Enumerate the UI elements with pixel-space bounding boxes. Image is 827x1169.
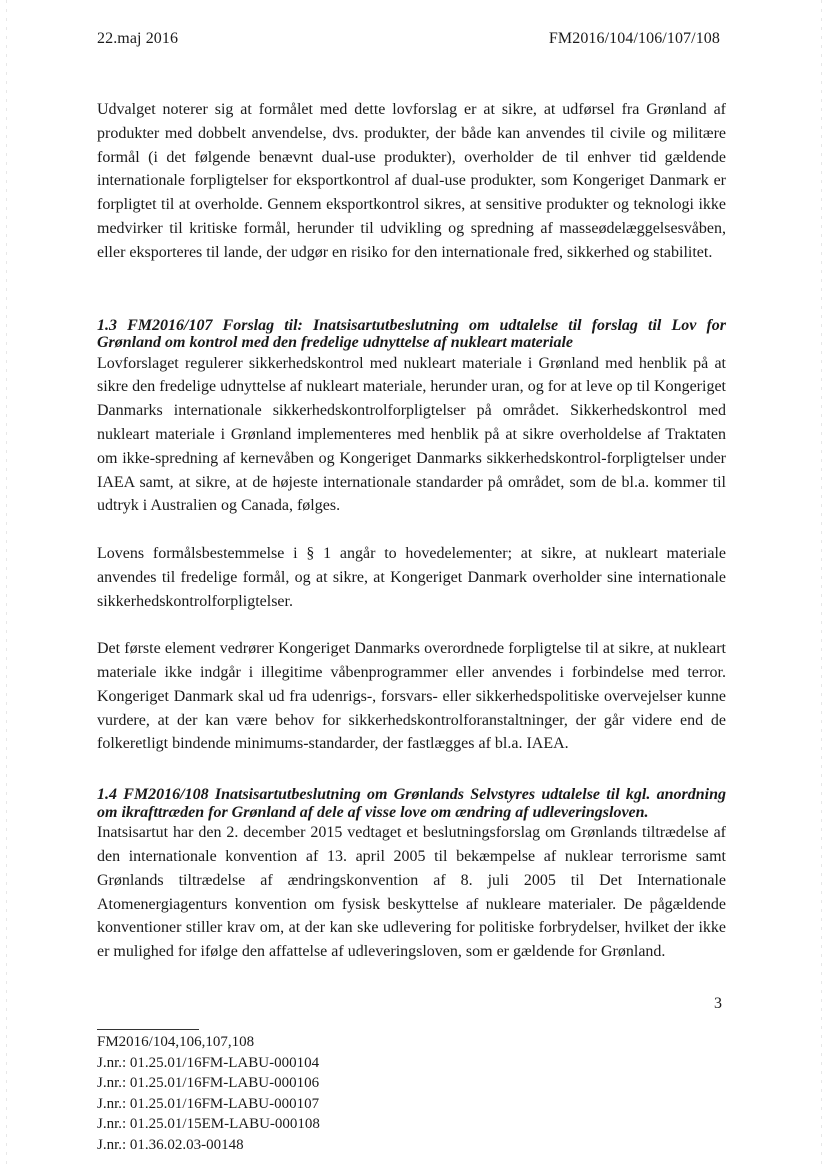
footer-line: J.nr.: 01.25.01/15EM-LABU-000108	[97, 1116, 320, 1133]
section-1-4-heading: 1.4 FM2016/108 Inatsisartutbeslutning om Grønlands Selvstyres udtalelse til kgl. anordning om ikrafttræden for Grønland af dele af visse love om ændring af udleveringsloven.	[97, 786, 726, 821]
spacer	[97, 756, 726, 786]
section-1-3-paragraph-3: Det første element vedrører Kongeriget Danmarks overordnede forpligtelse til at sikre, at nukleart materiale ikke indgår i illegitime våbenprogrammer eller anvendes i forbindelse med terror. Kongeriget Danmark skal ud fra udenrigs-, forsvars- eller sikkerhedspolitiske overvejelser kunne vurdere, at der kan være behov for sikkerhedskontrolforanstaltninger, der går videre end de folkeretligt bindende minimums-standarder, der fastlægges af bl.a. IAEA.	[97, 640, 726, 753]
footer-line: J.nr.: 01.25.01/16FM-LABU-000104	[97, 1054, 320, 1071]
footer-line: J.nr.: 01.25.01/16FM-LABU-000106	[97, 1075, 320, 1092]
spacer	[97, 265, 726, 317]
section-1-3-paragraph-2: Lovens formålsbestemmelse i § 1 angår to hovedelementer; at sikre, at nukleart materiale anvendes til fredelige formål, og at sikre, at Kongeriget Danmark overholder sine internationale sikkerhedskontrolforpligtelser.	[97, 544, 726, 610]
scan-edge-right	[821, 0, 822, 1169]
header-date: 22.maj 2016	[97, 30, 179, 47]
footer-references	[97, 1032, 320, 1156]
page-number: 3	[714, 995, 722, 1012]
document-body	[97, 98, 726, 964]
header-reference: FM2016/104/106/107/108	[548, 30, 720, 47]
intro-paragraph: Udvalget noterer sig at formålet med dette lovforslag er at sikre, at udførsel fra Grønland af produkter med dobbelt anvendelse, dvs. produkter, der både kan anvendes til civile og militære formål (i det følgende benævnt dual-use produkter), overholder de til enhver tid gældende internationale forpligtelser for eksportkontrol af dual-use produkter, som Kongeriget Danmark er forpligtet til at overholde. Gennem eksportkontrol sikres, at sensitive produkter og teknologi ikke medvirker til kritiske formål, herunder til udvikling og spredning af masseødelæggelsesvåben, eller eksporteres til lande, der udgør en risiko for den internationale fred, sikkerhed og stabilitet.	[97, 101, 726, 261]
footer-rule	[97, 1029, 199, 1030]
footer-line: J.nr.: 01.36.02.03-00148	[97, 1136, 244, 1153]
section-1-3-heading: 1.3 FM2016/107 Forslag til: Inatsisartutbeslutning om udtalelse til forslag til Lov for Grønland om kontrol med den fredelige udnyttelse af nukleart materiale	[97, 316, 726, 352]
spacer	[97, 613, 726, 637]
footer-line: FM2016/104,106,107,108	[97, 1034, 255, 1050]
spacer	[97, 518, 726, 542]
section-1-4-paragraph: Inatsisartut har den 2. december 2015 vedtaget et beslutningsforslag om Grønlands tiltrædelse af den internationale konvention af 13. april 2005 til bekæmpelse af nuklear terrorisme samt Grønlands tiltrædelse af ændringskonvention af 8. juli 2005 til Det Internationale Atomenergiagenturs konvention om fysisk beskyttelse af nukleare materialer. De pågældende konventioner stiller krav om, at der kan ske udlevering for politiske forbrydelser, hvilket der ikke er mulighed for ifølge den affattelse af udleveringsloven, som er gældende for Grønland.	[97, 824, 726, 961]
section-1-3-paragraph-1: Lovforslaget regulerer sikkerhedskontrol med nukleart materiale i Grønland med henblik på at sikre den fredelige udnyttelse af nukleart materiale, herunder uran, og for at leve op til Kongeriget Danmarks internationale sikkerhedskontrolforpligtelser på området. Sikkerhedskontrol med nukleart materiale i Grønland implementeres med henblik på at sikre overholdelse af Traktaten om ikke-spredning af kernevåben og Kongeriget Danmarks sikkerhedskontrol-forpligtelser under IAEA samt, at sikre, at de højeste internationale standarder på området, som de bl.a. kommer til udtryk i Australien og Canada, følges.	[97, 354, 726, 515]
scan-edge-left	[6, 0, 7, 1169]
footer-line: J.nr.: 01.25.01/16FM-LABU-000107	[97, 1095, 320, 1112]
